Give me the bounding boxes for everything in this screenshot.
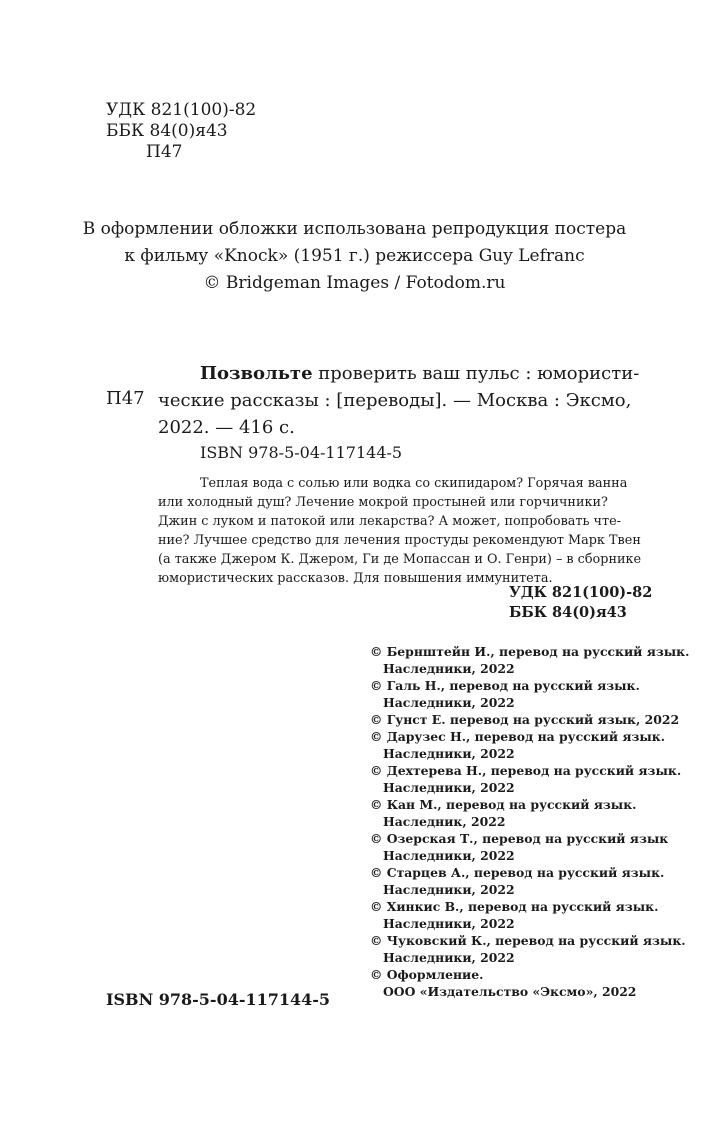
copyright-line: © Дехтерева Н., перевод на русский язык. xyxy=(370,763,682,778)
copyright-line: © Дарузес Н., перевод на русский язык. xyxy=(370,729,666,744)
bib-line: 2022. — 416 с. xyxy=(158,417,295,438)
copyright-line: © Оформление. xyxy=(370,967,484,982)
annotation-line: или холодный душ? Лечение мокрой простыней или горчичники? xyxy=(158,495,608,510)
copyright-line: ООО «Издательство «Эксмо», 2022 xyxy=(383,984,637,999)
classification-right xyxy=(509,583,652,623)
copyright-line: Наследники, 2022 xyxy=(383,661,515,676)
copyright-line: © Бернштейн И., перевод на русский язык. xyxy=(370,644,690,659)
copyright-line: © Хинкис В., перевод на русский язык. xyxy=(370,899,659,914)
udk-code: УДК 821(100)-82 xyxy=(509,584,653,601)
bbk-code: ББК 84(0)я43 xyxy=(509,604,627,621)
bibliographic-entry xyxy=(158,360,639,441)
isbn-bottom: ISBN 978-5-04-117144-5 xyxy=(106,990,331,1009)
copyright-line: © Чуковский К., перевод на русский язык. xyxy=(370,933,686,948)
copyright-line: © Гунст Е. перевод на русский язык, 2022 xyxy=(370,712,680,727)
copyright-line: Наследники, 2022 xyxy=(383,780,515,795)
copyright-line: Наследники, 2022 xyxy=(383,916,515,931)
copyright-line: © Озерская Т., перевод на русский язык xyxy=(370,831,669,846)
annotation-line: ние? Лучшее средство для лечения простуды рекомендуют Марк Твен xyxy=(158,533,641,548)
copyright-line: Наследники, 2022 xyxy=(383,950,515,965)
author-sign: П47 xyxy=(146,142,183,162)
cover-credit xyxy=(0,216,709,297)
cover-credit-line: © Bridgeman Images / Fotodom.ru xyxy=(203,273,506,293)
bib-isbn: ISBN 978-5-04-117144-5 xyxy=(200,443,403,462)
bbk-code: ББК 84(0)я43 xyxy=(106,121,228,141)
bib-title-bold: Позвольте xyxy=(200,363,313,384)
copyright-line: Наследники, 2022 xyxy=(383,882,515,897)
copyright-list xyxy=(370,643,689,1000)
copyright-line: Наследники, 2022 xyxy=(383,746,515,761)
cover-credit-line: В оформлении обложки использована репродукция постера xyxy=(82,219,627,239)
bib-line xyxy=(158,360,639,387)
annotation xyxy=(158,474,641,588)
bib-line-rest: проверить ваш пульс : юмористи- xyxy=(312,363,640,384)
udk-code: УДК 821(100)-82 xyxy=(106,100,257,120)
copyright-line: Наследники, 2022 xyxy=(383,848,515,863)
cover-credit-line: к фильму «Knock» (1951 г.) режиссера Guy Lefranc xyxy=(124,246,585,266)
bib-author-sign: П47 xyxy=(106,388,145,409)
copyright-line: © Кан М., перевод на русский язык. xyxy=(370,797,637,812)
annotation-line: (а также Джером К. Джером, Ги де Мопассан и О. Генри) – в сборнике xyxy=(158,552,642,567)
copyright-line: © Старцев А., перевод на русский язык. xyxy=(370,865,665,880)
annotation-line: Теплая вода с солью или водка со скипидаром? Горячая ванна xyxy=(200,476,628,491)
copyright-line: Наследники, 2022 xyxy=(383,695,515,710)
classification-block xyxy=(106,100,256,163)
copyright-line: © Галь Н., перевод на русский язык. xyxy=(370,678,640,693)
annotation-line: юмористических рассказов. Для повышения иммунитета. xyxy=(158,571,553,586)
bib-line: ческие рассказы : [переводы]. — Москва : Эксмо, xyxy=(158,390,632,411)
annotation-line: Джин с луком и патокой или лекарства? А может, попробовать чте- xyxy=(158,514,621,529)
copyright-line: Наследник, 2022 xyxy=(383,814,506,829)
